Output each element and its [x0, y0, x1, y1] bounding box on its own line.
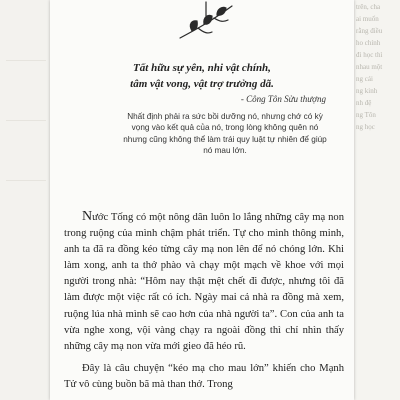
adjacent-page-right [354, 0, 400, 400]
body-paragraph: Đây là câu chuyện “kéo mạ cho mau lớn” khiến cho Mạnh Tử vô cùng buồn bã mà than thở. Trong [64, 362, 344, 390]
translation-line: vọng vào kết quả của nó, trong lòng không quên nó [131, 123, 319, 133]
ghost-text-line: nhau một [356, 63, 383, 71]
leaf-branch-icon [170, 0, 240, 44]
ghost-text-line: ng cái [356, 75, 373, 83]
translation-line: Nhất định phải ra sức bồi dưỡng nó, nhưng chớ có kỳ [127, 112, 323, 121]
adjacent-page-left [0, 0, 51, 400]
ghost-text-line: ng kinh [356, 87, 378, 95]
epigraph-translation [120, 111, 330, 156]
ghost-text-line: trên, cha [356, 3, 381, 11]
body-paragraph [64, 209, 344, 355]
translation-line: nó mau lớn. [203, 145, 247, 155]
epigraph-line: tâm vật vong, vật trợ trưởng dã. [130, 78, 274, 90]
chapter-body [64, 209, 344, 393]
paragraph-text: ước Tống có một nông dân luôn lo lắng những cây mạ non trong ruộng của mình chậm phát triển. Tự cho mình thông minh, anh ta đã ra đồng kéo từng cây mạ non lên để nó chóng lớn. Khi làm xong, anh ta thở phào và chạy một mạch về khoe với mọi người trong nhà: “Hôm nay thật mệt chết đi được, nhưng tôi đã làm được một việc rất có ích. Ngày mai cả nhà ra đồng mà xem, ruộng lúa nhà mình sẽ cao hơn của nhà người ta”. Con của anh ta vừa nghe xong, vội vàng chạy ra ngoài đồng thì chỉ nhìn thấy những cây mạ non vừa mới gieo đã héo rũ. [64, 212, 344, 352]
ghost-text-line: ng học [356, 123, 375, 131]
ghost-text-line: rằng điều [356, 27, 383, 35]
ghost-text-line: ho chính [356, 39, 381, 47]
ghost-text-line: đi học thì [356, 51, 383, 59]
epigraph-line: Tất hữu sự yên, nhi vật chính, [133, 62, 271, 74]
translation-line: nhưng cũng không thể làm trái quy luật tự nhiên để giúp [123, 134, 327, 144]
ghost-text-line: ng Tôn [356, 111, 376, 119]
book-page [50, 0, 354, 400]
epigraph-source: - Công Tôn Sửu thượng [240, 94, 326, 104]
ghost-text-line: ai muốn [356, 15, 379, 23]
chapter-epigraph [64, 60, 340, 92]
ghost-text-line: nh đệ [356, 99, 372, 107]
drop-letter: N [82, 209, 93, 224]
